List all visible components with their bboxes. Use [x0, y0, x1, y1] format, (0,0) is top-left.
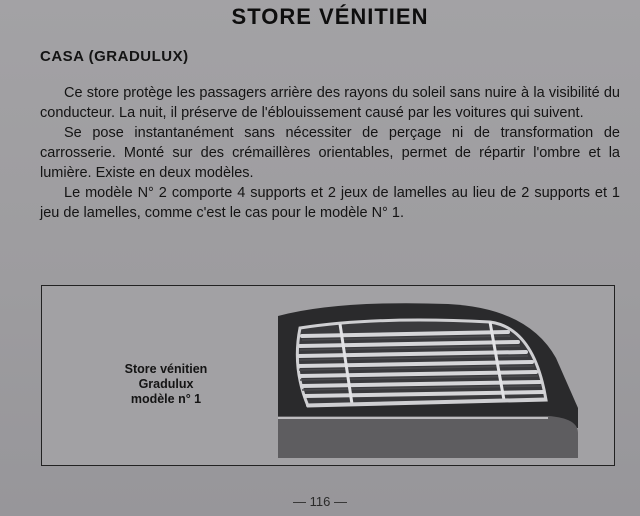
body-text [40, 83, 620, 223]
paragraph-2: Se pose instantanément sans nécessiter de perçage ni de transformation de carrosserie. Monté sur des crémaillères orientables, permet de répartir l'ombre et la lumière. Existe en deux modèles. [40, 125, 620, 181]
caption-line: modèle n° 1 [130, 392, 202, 406]
venetian-blind-rear-window-illustration [278, 298, 578, 458]
paragraph-1: Ce store protège les passagers arrière des rayons du soleil sans nuire à la visibilité du conducteur. La nuit, il préserve de l'éblouissement causé par les voitures qui suivent. [40, 85, 620, 121]
caption-line: Gradulux [138, 377, 194, 391]
page-number: — 116 — [293, 494, 347, 509]
figure-box [41, 285, 615, 466]
caption-line: Store vénitien [124, 362, 208, 376]
paragraph-3: Le modèle N° 2 comporte 4 supports et 2 jeux de lamelles au lieu de 2 supports et 1 jeu de lamelles, comme c'est le cas pour le modèle N° 1. [40, 185, 620, 221]
section-subtitle: CASA (GRADULUX) [40, 48, 189, 65]
page-title: STORE VÉNITIEN [231, 4, 429, 29]
figure-caption [102, 362, 230, 407]
